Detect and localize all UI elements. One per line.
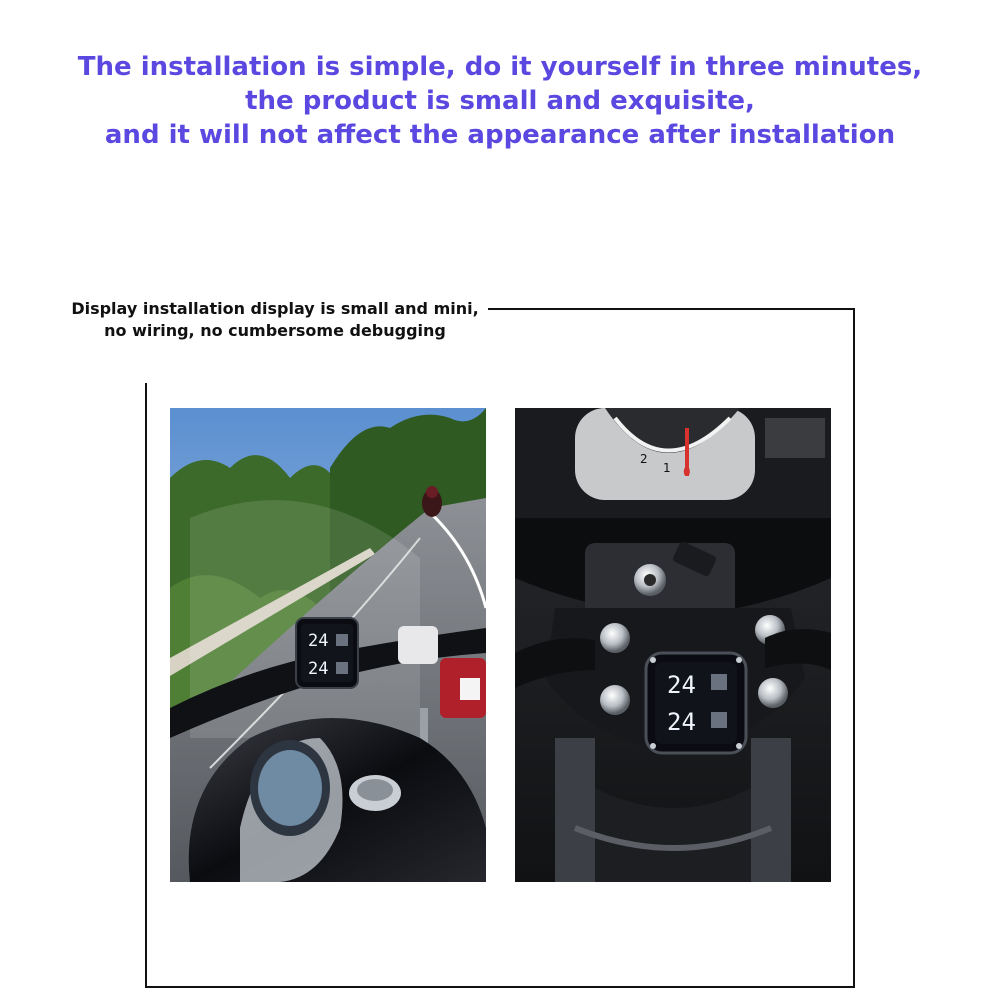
frame-right-line — [853, 308, 855, 988]
speedo-digit-1: 1 — [663, 461, 671, 475]
tpms-right-bottom-reading: 24 — [667, 708, 696, 736]
headline-line-3: and it will not affect the appearance after installation — [104, 120, 896, 150]
headline-line-1: The installation is simple, do it yourself in three minutes, — [77, 52, 923, 82]
frame-left-line — [145, 383, 147, 988]
tpms-right-top-reading: 24 — [667, 671, 696, 699]
riding-photo — [170, 408, 486, 882]
frame-bottom-line — [145, 986, 855, 988]
speedo-digit-2: 2 — [640, 452, 648, 466]
riding-scene-illustration — [170, 408, 486, 882]
display-caption — [40, 298, 510, 342]
cockpit-illustration — [515, 408, 831, 882]
caption-line-1: Display installation display is small and mini, — [71, 299, 479, 318]
headline — [0, 50, 1000, 152]
cockpit-photo — [515, 408, 831, 882]
frame-top-line — [488, 308, 855, 310]
caption-line-2: no wiring, no cumbersome debugging — [104, 321, 446, 340]
speedo-digit-0: 0 — [683, 465, 691, 479]
tpms-left-top-reading: 24 — [308, 631, 329, 651]
headline-line-2: the product is small and exquisite, — [245, 86, 755, 116]
tpms-left-bottom-reading: 24 — [308, 659, 329, 679]
